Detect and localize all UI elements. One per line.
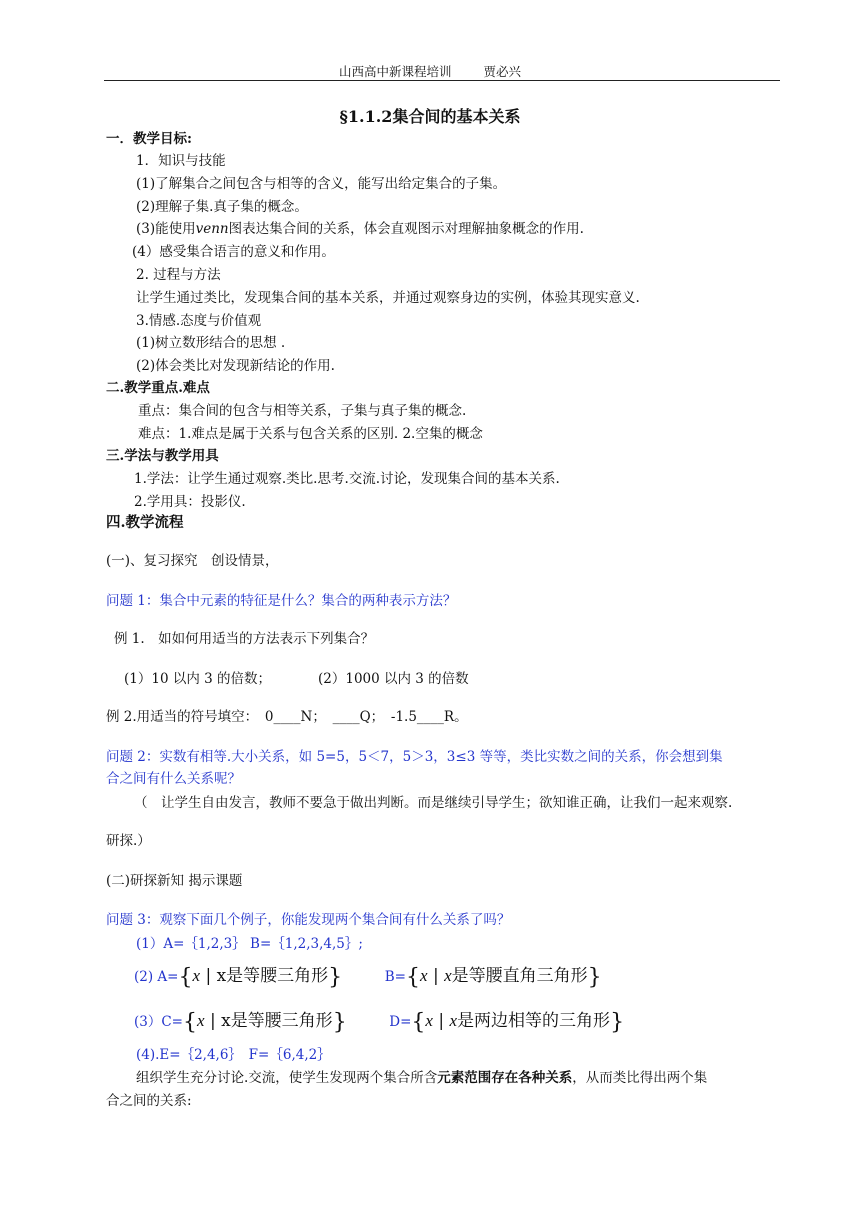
part-2-heading: (二)研探新知 揭示课题 bbox=[106, 873, 243, 889]
example-2: 例 2.用适当的符号填空： 0____N； ____Q； -1.5____R。 bbox=[106, 709, 468, 725]
section-heading-objectives: 一．教学目标: bbox=[106, 131, 192, 147]
set-a-notation: {x | x是等腰三角形} bbox=[178, 965, 343, 990]
page-header bbox=[0, 62, 860, 80]
section-heading-methods: 三.学法与教学用具 bbox=[106, 448, 219, 464]
set-example-4: (4).E=｛2,4,6｝ F=｛6,4,2｝ bbox=[136, 1047, 331, 1063]
example-1: 例 1. 如如何用适当的方法表示下列集合？ bbox=[114, 631, 375, 647]
venn-term: venn bbox=[195, 221, 229, 237]
header-author: 贾必兴 bbox=[483, 64, 521, 79]
knowledge-item-1: (1)了解集合之间包含与相等的含义，能写出给定集合的子集。 bbox=[136, 176, 507, 192]
question-1: 问题 1：集合中元素的特征是什么？集合的两种表示方法？ bbox=[106, 593, 457, 609]
emotion-item-1: (1)树立数形结合的思想 . bbox=[136, 335, 286, 351]
process-item-1: 让学生通过类比，发现集合间的基本关系，并通过观察身边的实例，体验其现实意义. bbox=[136, 290, 640, 306]
set-d-notation: {x | x是两边相等的三角形} bbox=[411, 1010, 625, 1035]
set-example-3-d-label: D= bbox=[389, 1014, 412, 1030]
set-c-notation: {x | x是等腰三角形} bbox=[183, 1010, 347, 1035]
conclusion-line-1 bbox=[136, 1069, 707, 1087]
header-rule bbox=[104, 80, 780, 81]
set-example-2-label: (2) A= bbox=[134, 969, 179, 985]
question-2-line-1: 问题 2：实数有相等.大小关系，如 5=5，5＜7，5＞3，3≤3 等等，类比实数之间的关系，你会想到集 bbox=[106, 749, 723, 765]
set-example-1: (1）A=｛1,2,3｝ B=｛1,2,3,4,5｝; bbox=[136, 936, 363, 952]
page-title: §1.1.2集合间的基本关系 bbox=[339, 107, 521, 126]
teacher-note-line-1: （ 让学生自由发言，教师不要急于做出判断。而是继续引导学生；欲知谁正确，让我们一起来观察. bbox=[134, 795, 733, 811]
set-b-notation: {x | x是等腰直角三角形} bbox=[406, 965, 602, 990]
example-1-item-a: (1）10 以内 3 的倍数； bbox=[124, 671, 271, 687]
difficult-point: 难点：1.难点是属于关系与包含关系的区别. 2.空集的概念 bbox=[138, 426, 483, 442]
header-org: 山西高中新课程培训 bbox=[338, 64, 452, 79]
section-heading-process: 四.教学流程 bbox=[106, 514, 184, 531]
knowledge-item-3-suffix: 图表达集合间的关系，体会直观图示对理解抽象概念的作用. bbox=[228, 221, 584, 237]
conclusion-text-a: 组织学生充分讨论.交流，使学生发现两个集合所含 bbox=[136, 1070, 438, 1086]
method-item-2: 2.学用具：投影仪. bbox=[134, 494, 246, 510]
teacher-note-line-2: 研探.） bbox=[106, 833, 151, 849]
method-item-1: 1.学法：让学生通过观察.类比.思考.交流.讨论，发现集合间的基本关系. bbox=[134, 471, 560, 487]
section-heading-key-points: 二.教学重点.难点 bbox=[106, 380, 210, 396]
knowledge-title: 1．知识与技能 bbox=[136, 153, 226, 169]
emotion-title: 3.情感.态度与价值观 bbox=[136, 313, 262, 329]
question-2-line-2: 合之间有什么关系呢？ bbox=[106, 771, 241, 787]
example-1-item-b: (2）1000 以内 3 的倍数 bbox=[318, 671, 469, 687]
conclusion-text-b: ，从而类比得出两个集 bbox=[572, 1070, 708, 1086]
set-example-3 bbox=[134, 1009, 624, 1035]
knowledge-item-3 bbox=[136, 220, 584, 238]
question-3: 问题 3：观察下面几个例子，你能发现两个集合间有什么关系了吗？ bbox=[106, 912, 511, 928]
knowledge-item-4: (4）感受集合语言的意义和作用。 bbox=[132, 244, 335, 260]
conclusion-line-2: 合之间的关系: bbox=[106, 1093, 192, 1109]
knowledge-item-3-prefix: (3)能使用 bbox=[136, 221, 196, 237]
emotion-item-2: (2)体会类比对发现新结论的作用. bbox=[136, 358, 335, 374]
set-example-2 bbox=[134, 964, 602, 990]
set-example-2-b-label: B= bbox=[384, 969, 406, 985]
knowledge-item-2: (2)理解子集.真子集的概念。 bbox=[136, 199, 308, 215]
key-point: 重点：集合间的包含与相等关系，子集与真子集的概念. bbox=[138, 403, 467, 419]
set-example-3-label: (3）C= bbox=[134, 1014, 183, 1030]
process-title: 2. 过程与方法 bbox=[136, 267, 221, 283]
conclusion-emphasis: 元素范围存在各种关系 bbox=[437, 1070, 573, 1086]
part-1-heading: (一)、复习探究 创设情景， bbox=[106, 553, 279, 569]
